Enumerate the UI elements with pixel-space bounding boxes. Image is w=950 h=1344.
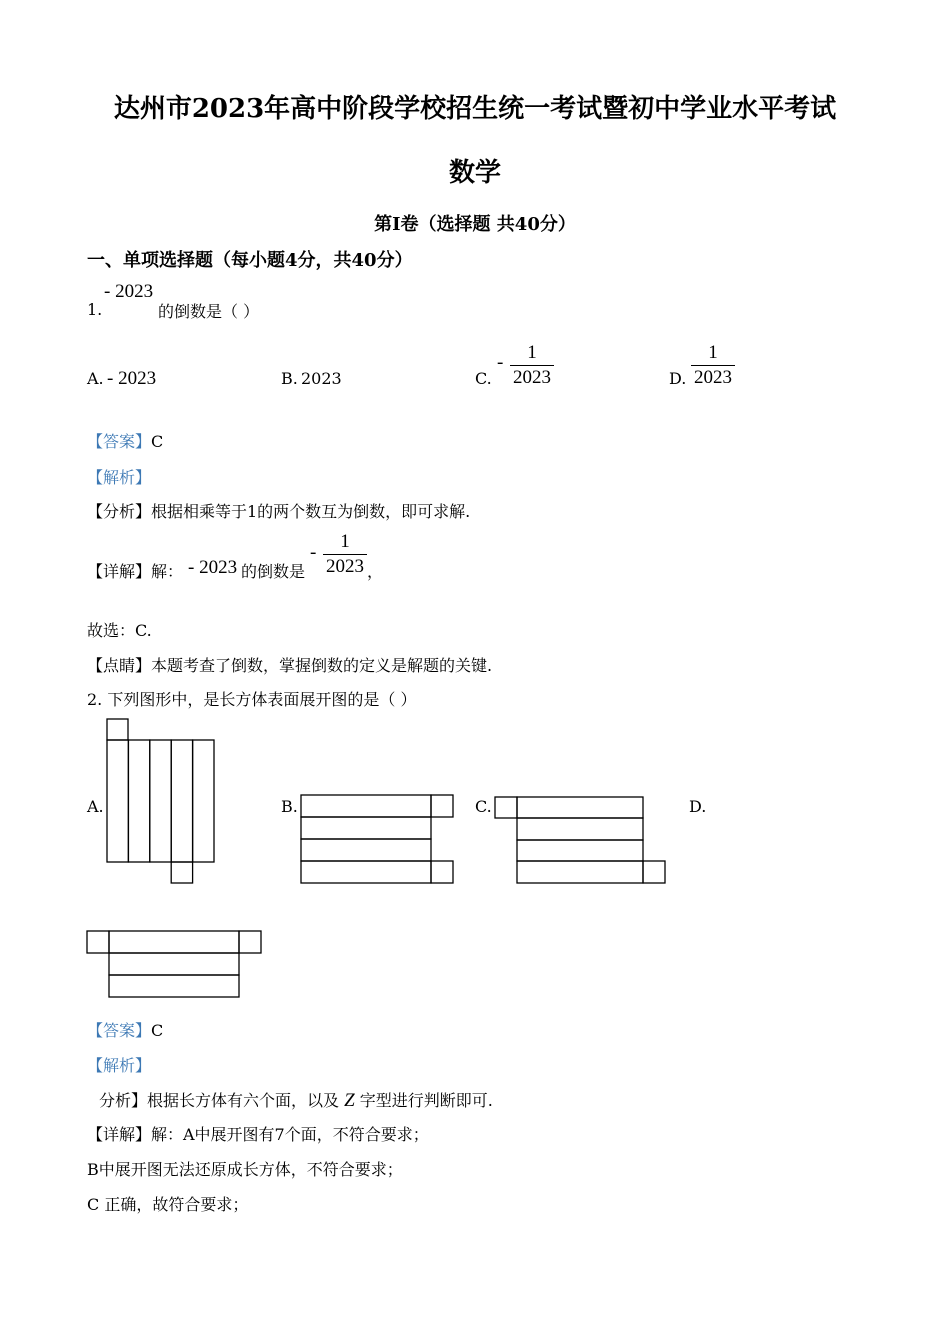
q1-expression: - 2023 <box>104 281 154 302</box>
q1-option-c-fraction <box>510 342 554 389</box>
section-heading: 一、单项选择题（每小题4分，共40分） <box>87 250 413 271</box>
q1-analysis-tag: 【解析】 <box>87 468 152 487</box>
q2-detail-2: B中展开图无法还原成长方体，不符合要求； <box>87 1160 403 1179</box>
answer-value: C <box>151 432 164 451</box>
q2-figure-c <box>490 792 670 888</box>
q1-detail-fraction <box>323 531 367 578</box>
q1-detail-sign: - <box>310 542 317 563</box>
fraction-bar <box>510 365 554 366</box>
q1-fenxi: 【分析】根据相乘等于1的两个数互为倒数，即可求解. <box>87 502 471 521</box>
q2-answer <box>87 1018 163 1041</box>
fraction-bar <box>691 365 735 366</box>
q1-option-d-label: D. <box>669 369 687 388</box>
q1-option-b-label: B. <box>281 369 298 388</box>
q2-question: 2. 下列图形中，是长方体表面展开图的是（ ） <box>87 690 417 709</box>
q1-detail-end: ， <box>367 562 384 581</box>
answer-tag: 【答案】 <box>87 432 152 451</box>
fraction-denominator: 2023 <box>513 367 551 388</box>
fraction-denominator: 2023 <box>694 367 732 388</box>
fenxi-text-post: 字型进行判断即可. <box>359 1091 493 1110</box>
q1-option-a-label: A. <box>87 369 104 388</box>
fraction-numerator: 1 <box>340 531 350 552</box>
q2-analysis-tag: 【解析】 <box>87 1056 152 1075</box>
q2-figure-d <box>82 926 268 1002</box>
detail-3-text: 正确，故符合要求； <box>104 1195 249 1214</box>
q1-text: 的倒数是（ ） <box>158 302 260 321</box>
q2-detail-3 <box>87 1192 248 1215</box>
q1-option-a-value: - 2023 <box>107 368 157 389</box>
q1-choose: 故选：C. <box>87 621 152 640</box>
q2-option-d-label: D. <box>689 797 707 816</box>
fraction-numerator: 1 <box>708 342 718 363</box>
q2-option-a-label: A. <box>87 797 104 816</box>
q1-option-d-fraction <box>691 342 735 389</box>
fraction-numerator: 1 <box>527 342 537 363</box>
q2-figure-b <box>296 790 460 890</box>
subject-title: 数学 <box>448 158 501 188</box>
q1-option-b-value: 2023 <box>301 369 342 388</box>
part-heading: 第Ⅰ卷（选择题 共40分） <box>374 214 576 235</box>
q2-fenxi <box>99 1088 493 1112</box>
detail-3-letter: C <box>87 1195 100 1214</box>
q1-detail-expr: - 2023 <box>188 557 238 578</box>
fenxi-text-pre: 分析】根据长方体有六个面，以及 <box>99 1091 340 1110</box>
q1-answer <box>87 429 163 452</box>
q1-detail-mid: 的倒数是 <box>241 562 306 581</box>
answer-value: C <box>151 1021 164 1040</box>
fraction-bar <box>323 554 367 555</box>
q1-detail-prefix: 【详解】解： <box>87 562 184 581</box>
q2-detail-1: 【详解】解：A中展开图有7个面，不符合要求； <box>87 1125 429 1144</box>
fraction-denominator: 2023 <box>326 556 364 577</box>
q1-dianjing: 【点睛】本题考查了倒数，掌握倒数的定义是解题的关键. <box>87 656 493 675</box>
answer-tag: 【答案】 <box>87 1021 152 1040</box>
q1-option-c-label: C. <box>475 369 492 388</box>
q2-option-c-label: C. <box>475 797 492 816</box>
q2-figure-a <box>100 712 222 890</box>
fenxi-z: Z <box>344 1090 355 1111</box>
q1-option-c-sign: - <box>497 352 504 373</box>
page-title: 达州市2023年高中阶段学校招生统一考试暨初中学业水平考试 <box>113 94 837 124</box>
q1-number: 1. <box>87 300 103 319</box>
q2-option-b-label: B. <box>281 797 298 816</box>
